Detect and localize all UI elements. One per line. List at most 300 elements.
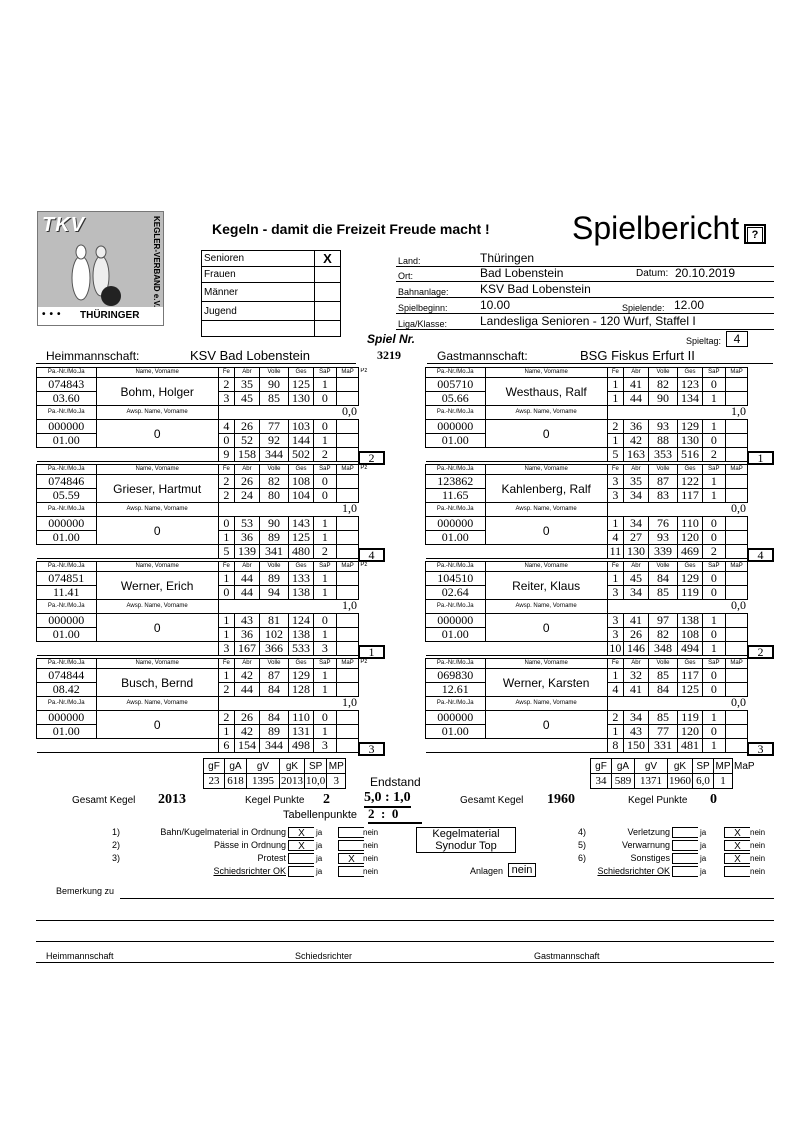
map-cell bbox=[725, 378, 748, 392]
home-map-value: 1,0 bbox=[342, 501, 357, 515]
score-cell: 1 bbox=[702, 475, 725, 489]
nein-label: nein bbox=[363, 828, 379, 837]
score-cell: 92 bbox=[259, 434, 288, 448]
score-cell: 1 bbox=[313, 669, 336, 683]
score-cell: 1 bbox=[313, 586, 336, 600]
awsp-name: 0 bbox=[485, 420, 607, 448]
sum-header: MP bbox=[715, 760, 731, 772]
player-moja: 02.64 bbox=[426, 586, 486, 600]
score-cell: 93 bbox=[648, 420, 677, 434]
page-title: Spielbericht bbox=[572, 210, 740, 246]
score-cell: 123 bbox=[678, 378, 703, 392]
score-cell: 0 bbox=[218, 586, 234, 600]
score-cell: 103 bbox=[289, 420, 314, 434]
score-cell: 42 bbox=[624, 434, 649, 448]
col-header: Awsp. Name, Vorname bbox=[96, 697, 218, 711]
anlagen-label: Anlagen bbox=[470, 866, 504, 876]
score-cell: 1 bbox=[313, 517, 336, 531]
map-cell bbox=[725, 475, 748, 489]
nein-label: nein bbox=[750, 867, 766, 876]
score-cell: 90 bbox=[259, 378, 288, 392]
total-cell: 494 bbox=[678, 642, 703, 656]
awsp-name: 0 bbox=[485, 711, 607, 739]
score-cell: 129 bbox=[289, 669, 314, 683]
player-pa: 074844 bbox=[37, 669, 97, 683]
help-icon[interactable] bbox=[744, 224, 766, 244]
total-cell: 130 bbox=[624, 545, 649, 559]
map-cell bbox=[725, 517, 748, 531]
total-cell: 331 bbox=[648, 739, 677, 753]
score-cell: 36 bbox=[235, 531, 260, 545]
awsp-pa: 000000 bbox=[37, 517, 97, 531]
col-header: Name, Vorname bbox=[485, 562, 607, 572]
score-cell: 77 bbox=[259, 420, 288, 434]
pz-header: Pz bbox=[360, 561, 368, 568]
score-cell: 1 bbox=[218, 669, 234, 683]
home-points-box: 1 bbox=[358, 645, 385, 659]
col-header: Pa.-Nr./Mo.Ja bbox=[426, 406, 486, 420]
player-name: Busch, Bernd bbox=[96, 669, 218, 697]
score-cell: 24 bbox=[235, 489, 260, 503]
col-header: SaP bbox=[702, 659, 725, 669]
sum-header: gA bbox=[612, 759, 635, 774]
col-header: Pa.-Nr./Mo.Ja bbox=[37, 697, 97, 711]
col-header: Volle bbox=[259, 465, 288, 475]
col-header: Abr bbox=[624, 368, 649, 378]
check-num: 3) bbox=[112, 853, 121, 863]
map-cell bbox=[336, 669, 359, 683]
sum-value: 618 bbox=[225, 774, 247, 789]
check-num: 4) bbox=[578, 827, 587, 837]
score-cell: 87 bbox=[259, 669, 288, 683]
land-value: Thüringen bbox=[480, 251, 535, 265]
check-ja-box[interactable] bbox=[288, 853, 314, 864]
ja-label: ja bbox=[700, 867, 707, 876]
score-cell: 4 bbox=[607, 531, 623, 545]
map-cell bbox=[336, 545, 359, 559]
liga-value: Landesliga Senioren - 120 Wurf, Staffel I bbox=[480, 314, 696, 328]
awsp-moja: 01.00 bbox=[37, 725, 97, 739]
score-cell: 120 bbox=[678, 725, 703, 739]
check-ja-box[interactable] bbox=[672, 866, 698, 877]
score-cell: 0 bbox=[313, 475, 336, 489]
home-points-box: 2 bbox=[358, 451, 385, 465]
score-cell: 120 bbox=[678, 531, 703, 545]
awsp-name: 0 bbox=[96, 420, 218, 448]
total-cell: 154 bbox=[235, 739, 260, 753]
guest-player-block bbox=[425, 464, 781, 559]
map-cell bbox=[725, 669, 748, 683]
score-cell: 82 bbox=[648, 628, 677, 642]
awsp-name: 0 bbox=[485, 517, 607, 545]
player-pa: 074846 bbox=[37, 475, 97, 489]
map-cell bbox=[336, 378, 359, 392]
datum-label: Datum: bbox=[636, 268, 669, 279]
col-header: Awsp. Name, Vorname bbox=[485, 503, 607, 517]
score-cell: 3 bbox=[607, 475, 623, 489]
map-cell bbox=[725, 725, 748, 739]
help-icon-label: ? bbox=[747, 227, 763, 243]
awsp-name: 0 bbox=[96, 614, 218, 642]
check-label: Protest bbox=[257, 853, 286, 863]
total-cell: 163 bbox=[624, 448, 649, 462]
col-header: Name, Vorname bbox=[96, 368, 218, 378]
score-cell: 2 bbox=[218, 378, 234, 392]
check-num: 2) bbox=[112, 840, 121, 850]
check-ja-box[interactable]: X bbox=[288, 827, 314, 838]
score-cell: 117 bbox=[678, 669, 703, 683]
sign-schiri: Schiedsrichter bbox=[295, 951, 353, 961]
home-player-block bbox=[36, 561, 392, 656]
check-label: Bahn/Kugelmaterial in Ordnung bbox=[160, 827, 286, 837]
col-header: Pa.-Nr./Mo.Ja bbox=[426, 562, 486, 572]
sum-header: gV bbox=[635, 759, 668, 774]
kegelmaterial-label: Kegelmaterial bbox=[432, 828, 500, 840]
score-cell: 83 bbox=[648, 489, 677, 503]
col-header: Volle bbox=[648, 562, 677, 572]
datum-value: 20.10.2019 bbox=[675, 266, 736, 280]
sum-header-extra: MaP bbox=[734, 760, 755, 772]
pz-header: Pz bbox=[360, 658, 368, 665]
total-cell: 9 bbox=[218, 448, 234, 462]
col-header: Pa.-Nr./Mo.Ja bbox=[37, 562, 97, 572]
sum-value: 23 bbox=[204, 774, 225, 789]
check-ja-box[interactable] bbox=[672, 840, 698, 851]
player-pa: 074851 bbox=[37, 572, 97, 586]
col-header: Pa.-Nr./Mo.Ja bbox=[37, 503, 97, 517]
gesamt-home-label: Gesamt Kegel bbox=[72, 795, 136, 806]
land-label: Land: bbox=[398, 256, 421, 266]
score-cell: 0 bbox=[702, 517, 725, 531]
col-header: Abr bbox=[235, 368, 260, 378]
category-mark[interactable]: X bbox=[315, 251, 341, 267]
score-cell: 34 bbox=[624, 489, 649, 503]
check-nein-box[interactable]: X bbox=[724, 840, 750, 851]
awsp-name: 0 bbox=[96, 711, 218, 739]
score-cell: 3 bbox=[607, 628, 623, 642]
score-cell: 125 bbox=[289, 378, 314, 392]
check-nein-box[interactable]: X bbox=[724, 853, 750, 864]
endstand-sep: : bbox=[385, 790, 390, 805]
gesamt-home: 2013 bbox=[158, 792, 186, 807]
player-name: Reiter, Klaus bbox=[485, 572, 607, 600]
map-cell bbox=[725, 614, 748, 628]
score-cell: 27 bbox=[624, 531, 649, 545]
score-cell: 0 bbox=[702, 531, 725, 545]
check-nein-box[interactable] bbox=[338, 840, 364, 851]
col-header: Pa.-Nr./Mo.Ja bbox=[426, 368, 486, 378]
sum-value: 3 bbox=[327, 774, 346, 789]
kp-home-label: Kegel Punkte bbox=[245, 795, 305, 806]
sum-value: 1960 bbox=[669, 775, 691, 787]
sum-header: gV bbox=[247, 759, 280, 774]
gast-label: Gastmannschaft: bbox=[437, 349, 528, 363]
player-moja: 12.61 bbox=[426, 683, 486, 697]
score-cell: 128 bbox=[289, 683, 314, 697]
home-map-value: 1,0 bbox=[342, 695, 357, 709]
category-mark[interactable] bbox=[315, 267, 341, 283]
awsp-moja: 01.00 bbox=[37, 628, 97, 642]
heim-team: KSV Bad Lobenstein bbox=[190, 348, 310, 363]
score-cell: 1 bbox=[607, 517, 623, 531]
score-cell: 102 bbox=[259, 628, 288, 642]
score-cell: 110 bbox=[678, 517, 703, 531]
score-cell: 85 bbox=[648, 711, 677, 725]
col-header: SaP bbox=[313, 368, 336, 378]
score-cell: 0 bbox=[702, 378, 725, 392]
col-header: Ges bbox=[289, 465, 314, 475]
col-header: Pa.-Nr./Mo.Ja bbox=[426, 600, 486, 614]
player-moja: 05.59 bbox=[37, 489, 97, 503]
player-moja: 11.41 bbox=[37, 586, 97, 600]
awsp-name: 0 bbox=[96, 517, 218, 545]
score-cell: 1 bbox=[218, 572, 234, 586]
total-cell: 480 bbox=[289, 545, 314, 559]
check-ja-box[interactable] bbox=[672, 827, 698, 838]
check-label: Schiedsrichter OK bbox=[597, 866, 670, 876]
kegelmaterial-box bbox=[416, 827, 516, 853]
col-header: Volle bbox=[259, 562, 288, 572]
awsp-moja: 01.00 bbox=[37, 531, 97, 545]
score-cell: 87 bbox=[648, 475, 677, 489]
ort-value: Bad Lobenstein bbox=[480, 266, 564, 280]
map-cell bbox=[336, 739, 359, 753]
awsp-pa: 000000 bbox=[426, 711, 486, 725]
score-cell: 0 bbox=[702, 725, 725, 739]
col-header: MaP bbox=[725, 659, 748, 669]
player-moja: 11.65 bbox=[426, 489, 486, 503]
score-cell: 144 bbox=[289, 434, 314, 448]
map-cell bbox=[725, 434, 748, 448]
pz-header bbox=[748, 465, 781, 531]
col-header: Fe bbox=[218, 465, 234, 475]
col-header: Ges bbox=[678, 659, 703, 669]
score-cell: 34 bbox=[624, 517, 649, 531]
guest-player-block bbox=[425, 561, 781, 656]
awsp-pa: 000000 bbox=[37, 614, 97, 628]
sum-header: SP bbox=[693, 759, 714, 774]
total-cell: 353 bbox=[648, 448, 677, 462]
ja-label: ja bbox=[316, 841, 323, 850]
check-label: Verwarnung bbox=[621, 840, 670, 850]
sum-header: gK bbox=[668, 759, 693, 774]
col-header: Pa.-Nr./Mo.Ja bbox=[37, 465, 97, 475]
score-cell: 1 bbox=[607, 392, 623, 406]
col-header: Ges bbox=[289, 562, 314, 572]
score-cell: 36 bbox=[624, 420, 649, 434]
score-cell: 1 bbox=[218, 725, 234, 739]
ja-label: ja bbox=[700, 854, 707, 863]
check-nein-box[interactable] bbox=[724, 866, 750, 877]
total-cell: 3 bbox=[313, 642, 336, 656]
map-cell bbox=[336, 448, 359, 462]
score-cell: 1 bbox=[702, 489, 725, 503]
col-header: Pa.-Nr./Mo.Ja bbox=[37, 368, 97, 378]
score-cell: 44 bbox=[235, 683, 260, 697]
total-cell: 344 bbox=[259, 448, 288, 462]
sum-value: 1395 bbox=[247, 774, 280, 789]
map-cell bbox=[336, 517, 359, 531]
score-cell: 0 bbox=[313, 489, 336, 503]
score-cell: 2 bbox=[218, 711, 234, 725]
sum-value: 6,0 bbox=[693, 774, 714, 789]
score-cell: 81 bbox=[259, 614, 288, 628]
pz-header: Pz bbox=[360, 367, 368, 374]
total-cell: 3 bbox=[313, 739, 336, 753]
player-pa: 005710 bbox=[426, 378, 486, 392]
anlagen-value[interactable]: nein bbox=[508, 863, 536, 877]
gast-team: BSG Fiskus Erfurt II bbox=[580, 348, 695, 363]
score-cell: 34 bbox=[624, 586, 649, 600]
col-header: Abr bbox=[235, 562, 260, 572]
sum-value: 1 bbox=[714, 774, 733, 789]
total-cell: 516 bbox=[678, 448, 703, 462]
col-header: Volle bbox=[259, 659, 288, 669]
check-ja-box[interactable] bbox=[672, 853, 698, 864]
check-nein-box[interactable] bbox=[338, 827, 364, 838]
score-cell: 80 bbox=[259, 489, 288, 503]
player-moja: 08.42 bbox=[37, 683, 97, 697]
score-cell: 32 bbox=[624, 669, 649, 683]
col-header: Name, Vorname bbox=[485, 659, 607, 669]
home-summary bbox=[203, 758, 346, 789]
nein-label: nein bbox=[363, 867, 379, 876]
check-nein-box[interactable]: X bbox=[724, 827, 750, 838]
score-cell: 42 bbox=[235, 669, 260, 683]
gesamt-guest-label: Gesamt Kegel bbox=[460, 795, 524, 806]
score-cell: 90 bbox=[259, 517, 288, 531]
check-nein-box[interactable]: X bbox=[338, 853, 364, 864]
guest-summary bbox=[590, 758, 757, 789]
score-cell: 125 bbox=[289, 531, 314, 545]
col-header: Volle bbox=[648, 465, 677, 475]
check-label: Schiedsrichter OK bbox=[213, 866, 286, 876]
score-cell: 129 bbox=[678, 420, 703, 434]
score-cell: 53 bbox=[235, 517, 260, 531]
score-cell: 3 bbox=[218, 392, 234, 406]
map-cell bbox=[336, 711, 359, 725]
category-table bbox=[201, 250, 341, 337]
category-label: Männer bbox=[202, 283, 315, 302]
total-cell: 158 bbox=[235, 448, 260, 462]
kp-home: 2 bbox=[323, 792, 330, 807]
col-header: Ges bbox=[289, 659, 314, 669]
map-cell bbox=[336, 420, 359, 434]
map-cell bbox=[336, 572, 359, 586]
nein-label: nein bbox=[750, 828, 766, 837]
col-header: SaP bbox=[702, 368, 725, 378]
kp-guest-label: Kegel Punkte bbox=[628, 795, 688, 806]
col-header: SaP bbox=[313, 659, 336, 669]
awsp-moja: 01.00 bbox=[37, 434, 97, 448]
score-cell: 89 bbox=[259, 572, 288, 586]
score-cell: 1 bbox=[607, 434, 623, 448]
score-cell: 82 bbox=[259, 475, 288, 489]
sum-header: gK bbox=[280, 759, 305, 774]
sum-header: gF bbox=[591, 759, 612, 774]
check-ja-box[interactable] bbox=[288, 866, 314, 877]
score-cell: 122 bbox=[678, 475, 703, 489]
spiel-nr-label: Spiel Nr. bbox=[367, 332, 416, 346]
map-cell bbox=[725, 531, 748, 545]
nein-label: nein bbox=[363, 841, 379, 850]
score-cell: 143 bbox=[289, 517, 314, 531]
score-cell: 1 bbox=[702, 392, 725, 406]
col-header: Abr bbox=[235, 659, 260, 669]
tab-label: Tabellenpunkte bbox=[283, 809, 358, 821]
score-cell: 2 bbox=[218, 683, 234, 697]
score-cell: 117 bbox=[678, 489, 703, 503]
score-cell: 1 bbox=[313, 531, 336, 545]
total-cell: 150 bbox=[624, 739, 649, 753]
check-ja-box[interactable]: X bbox=[288, 840, 314, 851]
col-header: Ges bbox=[678, 465, 703, 475]
sum-value: 10,0 bbox=[306, 775, 326, 787]
score-cell: 1 bbox=[313, 628, 336, 642]
map-cell bbox=[725, 572, 748, 586]
score-cell: 42 bbox=[235, 725, 260, 739]
player-name: Westhaus, Ralf bbox=[485, 378, 607, 406]
total-cell: 3 bbox=[218, 642, 234, 656]
liga-label: Liga/Klasse: bbox=[398, 319, 448, 329]
score-cell: 44 bbox=[235, 572, 260, 586]
awsp-pa: 000000 bbox=[37, 711, 97, 725]
nein-label: nein bbox=[363, 854, 379, 863]
map-cell bbox=[725, 420, 748, 434]
nein-label: nein bbox=[750, 854, 766, 863]
total-cell: 2 bbox=[313, 545, 336, 559]
sign-gast: Gastmannschaft bbox=[534, 951, 600, 961]
score-cell: 84 bbox=[259, 683, 288, 697]
map-cell bbox=[336, 475, 359, 489]
category-mark[interactable] bbox=[315, 283, 341, 302]
logo-org: KEGLER-VERBAND e.V. bbox=[152, 216, 161, 308]
player-pa: 069830 bbox=[426, 669, 486, 683]
score-cell: 84 bbox=[259, 711, 288, 725]
total-cell: 2 bbox=[702, 545, 725, 559]
total-cell: 1 bbox=[702, 642, 725, 656]
score-cell: 90 bbox=[648, 392, 677, 406]
col-header: Abr bbox=[624, 659, 649, 669]
ja-label: ja bbox=[700, 841, 707, 850]
check-nein-box[interactable] bbox=[338, 866, 364, 877]
awsp-moja: 01.00 bbox=[426, 531, 486, 545]
score-cell: 119 bbox=[678, 711, 703, 725]
score-cell: 119 bbox=[678, 586, 703, 600]
awsp-pa: 000000 bbox=[37, 420, 97, 434]
bemerkung-label: Bemerkung zu bbox=[56, 886, 115, 896]
ja-label: ja bbox=[316, 854, 323, 863]
score-cell: 26 bbox=[235, 475, 260, 489]
score-cell: 110 bbox=[289, 711, 314, 725]
score-cell: 4 bbox=[607, 683, 623, 697]
category-mark[interactable] bbox=[315, 302, 341, 321]
guest-player-block bbox=[425, 658, 781, 753]
bemerkung-line[interactable] bbox=[120, 898, 774, 899]
map-cell bbox=[725, 642, 748, 656]
total-cell: 344 bbox=[259, 739, 288, 753]
ort-label: Ort: bbox=[398, 271, 413, 281]
player-pa: 104510 bbox=[426, 572, 486, 586]
score-cell: 108 bbox=[289, 475, 314, 489]
bahn-label: Bahnanlage: bbox=[398, 287, 449, 297]
score-cell: 89 bbox=[259, 725, 288, 739]
score-cell: 130 bbox=[678, 434, 703, 448]
player-pa: 123862 bbox=[426, 475, 486, 489]
score-cell: 1 bbox=[702, 614, 725, 628]
score-cell: 94 bbox=[259, 586, 288, 600]
col-header: Name, Vorname bbox=[485, 368, 607, 378]
